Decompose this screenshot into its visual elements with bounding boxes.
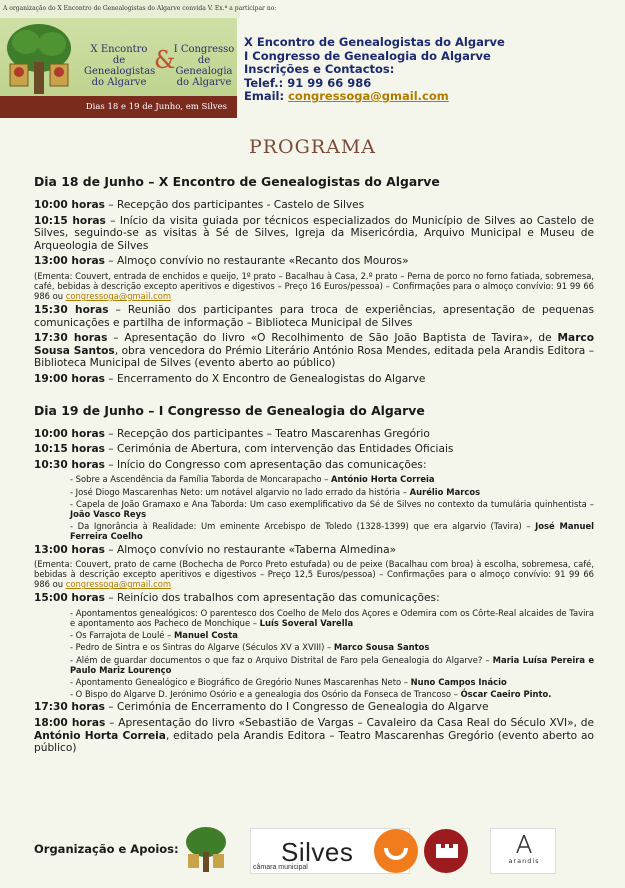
arandis-logo: [490, 828, 556, 874]
day2-entry-3: [34, 459, 594, 472]
entry-text: – Reunião dos participantes para troca de experiências, apresentação de pequenas comunicações e partilha de informação – Biblioteca Municipal de Silves: [34, 303, 594, 329]
talk-title: - José Diogo Mascarenhas Neto: um notável algarvio no lado errado da história –: [70, 486, 410, 497]
menu-text: (Ementa: Couvert, entrada de enchidos e queijo, 1º prato – Bacalhau à Casa, 2.º prato – Perna de porco no forno fatiada, sobremesa, café, bebidas à descrição excepto aperitivos e digestivos – Preço 16 Euros/pessoa) – Confirmações para o almoço convívio: 91 99 66 986 ou: [34, 270, 594, 301]
entry-text: – Início da visita guiada por técnicos especializados do Município de Silves ao Castelo de Silves, seguindo-se as visitas à Sé de Silves, Igreja da Misericórdia, Arquivo Municipal e Museu de Arqueologia de Silves: [34, 214, 594, 252]
entry-time: 17:30 horas: [34, 701, 105, 714]
entry-time: 10:00 horas: [34, 427, 105, 440]
entry-time: 15:00 horas: [34, 592, 105, 605]
talk-author: José Manuel Ferreira Coelho: [70, 521, 594, 542]
day1-entry-6: [34, 373, 594, 386]
banner-dates: Dias 18 e 19 de Junho, em Silves: [0, 96, 237, 118]
talk-title: - Capela de João Gramaxo e Ana Taborda: Um caso exemplificativo da Sé de Silves no contexto da tumulária quinhentista –: [70, 498, 594, 509]
day1-entry-2: [34, 215, 594, 253]
talk-author: Luís Soveral Varella: [259, 617, 354, 628]
banner-title-congresso: I Congresso de Genealogia do Algarve: [173, 44, 235, 88]
sponsors-footer: [34, 826, 594, 878]
contact-line-congresso: I Congresso de Genealogia do Algarve: [244, 48, 491, 63]
day1-entry-5: [34, 332, 594, 370]
silves-wordmark: Silves: [281, 837, 354, 867]
contact-email-row: [244, 90, 614, 104]
entry-time: 15:30 horas: [34, 303, 109, 316]
entry-text: – Almoço convívio no restaurante «Taberna Almedina»: [104, 543, 397, 556]
contact-phone: Telef.: 91 99 66 986: [244, 75, 372, 90]
entry-text: , obra vencedora do Prémio Literário António Rosa Mendes, editada pela Arandis Editora – Biblioteca Municipal de Silves (evento aberto ao público): [34, 344, 594, 370]
talk-title: - Sobre a Ascendência da Família Taborda de Moncarapacho –: [70, 474, 331, 485]
entry-time: 17:30 horas: [34, 332, 108, 345]
menu-email-link[interactable]: congressoga@gmail.com: [65, 290, 171, 301]
tree-logo-icon: [4, 22, 74, 96]
entry-text: , editado pela Arandis Editora – Teatro Mascarenhas Gregório (evento aberto ao público): [34, 729, 594, 755]
talk-item: [70, 608, 594, 628]
talk-author: João Vasco Reys: [70, 508, 147, 519]
talk-item: [70, 677, 594, 687]
talk-author: Marco Sousa Santos: [333, 642, 430, 653]
talk-author: Nuno Campos Inácio: [410, 676, 507, 687]
banner-invitation-line: A organização do X Encontro de Genealogistas do Algarve convida V. Ex.ª a participar no:: [0, 0, 240, 18]
tree-logo-icon: [184, 826, 228, 874]
entry-time: 13:00 horas: [34, 543, 105, 556]
banner-title-encontro: X Encontro de Genealogistas do Algarve: [84, 44, 156, 88]
entry-text: – Recepção dos participantes – Teatro Mascarenhas Gregório: [104, 427, 430, 440]
day2-entry-2: [34, 443, 594, 456]
talk-author: Óscar Caeiro Pinto.: [460, 689, 552, 700]
talk-author: António Horta Correia: [331, 474, 435, 485]
talk-item: [70, 655, 594, 675]
entry-time: 13:00 horas: [34, 255, 105, 268]
entry-text: – Recepção dos participantes - Castelo de Silves: [104, 199, 365, 211]
day2-title: Dia 19 de Junho – I Congresso de Genealogia do Algarve: [34, 402, 425, 418]
entry-time: 10:30 horas: [34, 458, 105, 471]
talk-title: - Os Farrajota de Loulé –: [70, 630, 174, 641]
day1-entry-4: [34, 304, 594, 329]
talk-title: - Além de guardar documentos o que faz o Arquivo Distrital de Faro pela Genealogia do Algarve? –: [70, 654, 493, 665]
talk-author: Maria Luísa Pereira e Paulo Mariz Lourenço: [70, 654, 594, 675]
menu-email-link[interactable]: congressoga@gmail.com: [65, 579, 171, 590]
entry-time: 10:15 horas: [34, 214, 106, 227]
entry-author: António Horta Correia: [34, 729, 166, 742]
entry-text: – Reinício dos trabalhos com apresentação das comunicações:: [104, 592, 440, 605]
contact-block: [244, 36, 614, 104]
talk-item: [70, 499, 594, 519]
day2-lunch-menu: [34, 559, 594, 589]
day1-title: Dia 18 de Junho – X Encontro de Genealogistas do Algarve: [34, 174, 440, 189]
menu-text: (Ementa: Couvert, prato de carne (Bochecha de Porco Preto estufada) ou de peixe (Bacalhau com broa) à escolha, sobremesa, café, bebidas à descrição excepto aperitivos e digestivos – Preço 12,5 Euros/pessoa) – Confirmações para o almoço convívio: 91 99 66 986 ou: [34, 559, 594, 590]
talk-title: - Pedro de Sintra e os Sintras do Algarve (Séculos XV a XVIII) –: [70, 642, 334, 653]
talk-title: - Apontamentos genealógicos: O parentesco dos Coelho de Melo dos Açores e Odemira com os Côrte-Real alcaides de Tavira e apontamento aos Pacheco de Monchique –: [70, 607, 594, 628]
entry-text: – Cerimónia de Abertura, com intervenção das Entidades Oficiais: [104, 443, 454, 456]
talk-title: - Apontamento Genealógico e Biográfico de Gregório Nunes Mascarenhas Neto –: [70, 676, 411, 687]
entry-time: 18:00 horas: [34, 716, 106, 729]
talk-title: - O Bispo do Algarve D. Jerónimo Osório e a genealogia dos Osório da Fonseca de Trancoso –: [70, 689, 461, 700]
day1-entry-1: [34, 199, 594, 212]
entry-time: 10:15 horas: [34, 443, 105, 456]
talk-item: [70, 487, 594, 497]
talk-title: - Da Ignorância à Realidade: Um eminente Arcebispo de Toledo (1328-1399) que era algarvio (Tavira) –: [70, 521, 536, 532]
contact-line-encontro: X Encontro de Genealogistas do Algarve: [244, 35, 505, 49]
silves-subtitle: câmara municipal: [253, 864, 308, 871]
day2-entry-1: [34, 428, 594, 441]
talk-item: [70, 474, 594, 484]
entry-time: 19:00 horas: [34, 372, 105, 385]
talk-item: [70, 689, 594, 699]
entry-text: – Cerimónia de Encerramento do I Congresso de Genealogia do Algarve: [104, 701, 489, 714]
entry-author: Marco Sousa Santos: [34, 332, 594, 357]
talk-author: Aurélio Marcos: [409, 486, 481, 497]
program-content: [34, 174, 594, 758]
talk-item: [70, 521, 594, 541]
arandis-wordmark: arandis: [508, 857, 540, 865]
day2-entry-4: [34, 544, 594, 557]
arandis-mark-icon: [491, 829, 557, 857]
entry-text: – Apresentação do livro «Sebastião de Vargas – Cavaleiro da Casa Real do Século XVI», de: [105, 716, 594, 729]
entry-text: – Encerramento do X Encontro de Genealogistas do Algarve: [104, 372, 426, 385]
banner-ampersand: &: [154, 46, 176, 74]
entry-text: – Início do Congresso com apresentação das comunicações:: [104, 458, 427, 471]
section-gap: [34, 389, 594, 403]
silves-emblem-icon: [372, 826, 472, 876]
entry-text: – Almoço convívio no restaurante «Recanto dos Mouros»: [104, 255, 409, 268]
entry-text: – Apresentação do livro «O Recolhimento de São João Baptista de Tavira», de: [107, 332, 558, 345]
day2-entry-5: [34, 592, 594, 605]
talk-item: [70, 642, 594, 652]
entry-time: 10:00 horas: [34, 199, 105, 211]
day1-lunch-menu: [34, 271, 594, 301]
talk-item: [70, 630, 594, 640]
contact-email-label: Email:: [244, 89, 285, 103]
sponsors-label: Organização e Apoios:: [34, 842, 179, 856]
day2-entry-6: [34, 701, 594, 714]
contact-line-inscricoes: Inscrições e Contactos:: [244, 62, 395, 76]
program-title: PROGRAMA: [248, 136, 377, 158]
day1-entry-3: [34, 255, 594, 268]
talk-author: Manuel Costa: [173, 630, 238, 641]
contact-email-link[interactable]: congressoga@gmail.com: [288, 89, 449, 103]
day2-entry-7: [34, 717, 594, 755]
